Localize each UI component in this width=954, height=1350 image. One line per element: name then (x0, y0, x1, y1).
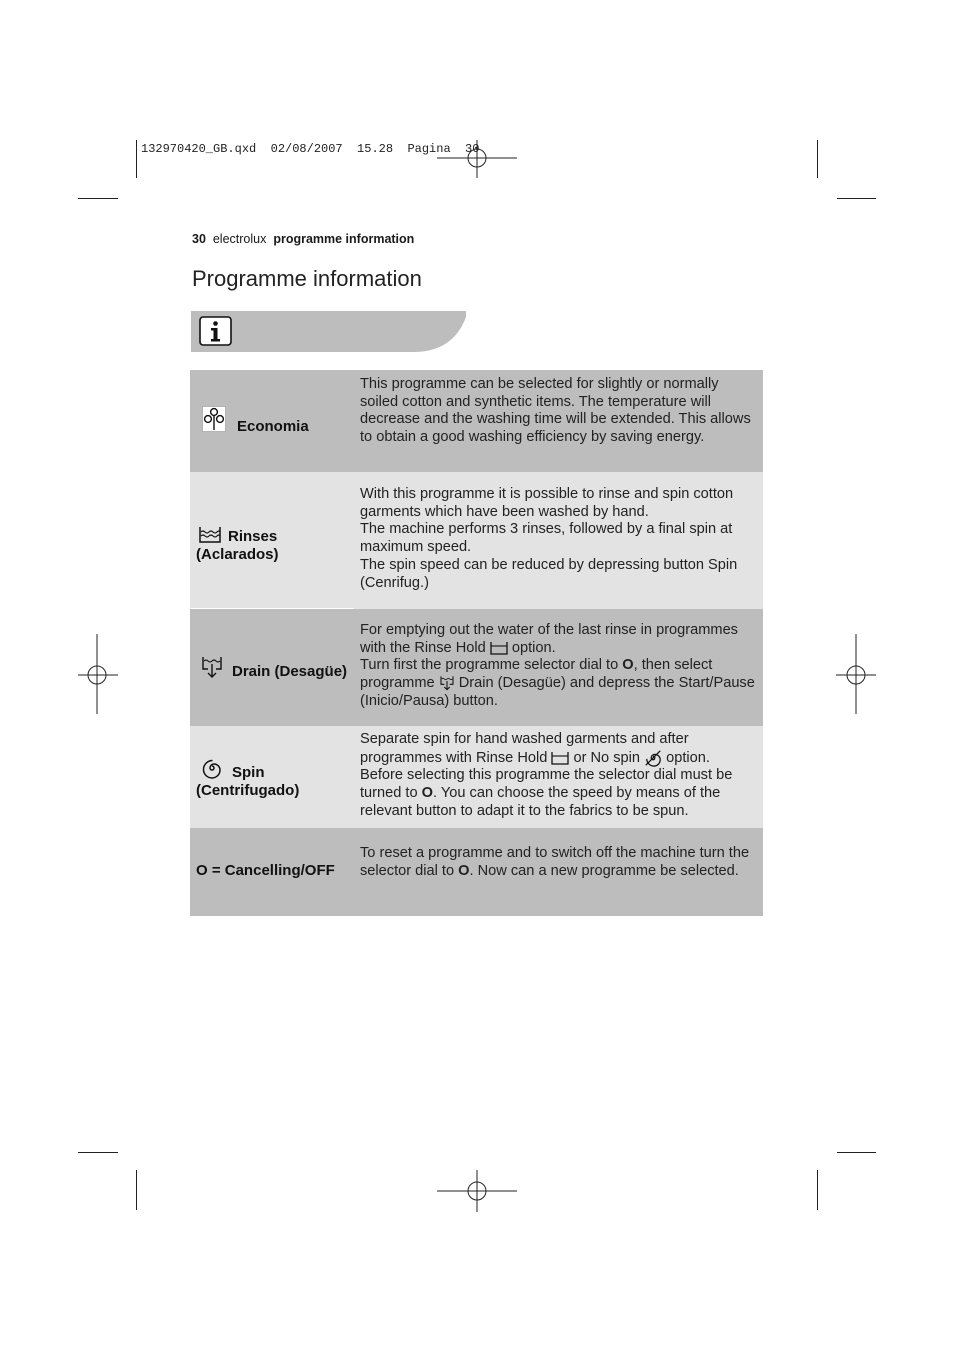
description-text: option. (511, 639, 556, 656)
programme-row-economia (190, 370, 763, 472)
programme-row-cancelling (190, 828, 763, 916)
programme-name: O = Cancelling/OFF (196, 862, 335, 879)
rinse-hold-icon (490, 641, 508, 655)
spin-icon (202, 757, 222, 779)
description-text: or No spin (573, 749, 640, 766)
programme-row-drain (190, 609, 763, 726)
off-position-symbol: O (458, 862, 470, 879)
description-text: To reset a programme and to switch off the machine turn the selector dial to (360, 845, 750, 879)
description-text: For emptying out the water of the last rinse in programmes with the Rinse Hold (360, 622, 738, 656)
description-text: . Now can a new programme be selected. (469, 862, 739, 879)
programme-name-sub: (Centrifugado) (196, 782, 300, 799)
programme-description (360, 731, 760, 820)
off-position-symbol: O (421, 784, 434, 801)
section-name: programme information (273, 232, 415, 246)
programme-table (190, 370, 763, 916)
programme-row-rinses (190, 472, 763, 609)
description-line: The spin speed can be reduced by depressing button Spin (Cenrifug.) (360, 556, 738, 591)
registration-mark-right (836, 634, 876, 714)
programme-name-sub: (Aclarados) (196, 546, 279, 563)
description-line (360, 657, 762, 710)
crop-mark (136, 1170, 137, 1210)
programme-name: Rinses (228, 528, 278, 545)
description-line: The machine performs 3 rinses, followed by a final spin at maximum speed. (360, 521, 733, 556)
info-banner (191, 311, 466, 352)
programme-name: Drain (Desagüe) (232, 663, 348, 680)
crop-mark (78, 1152, 118, 1153)
programme-description: This programme can be selected for slightly or normally soiled cotton and synthetic items. The temperature will decrease and the washing time will be extended. This allows to obtain a good washing efficiency by saving energy. (360, 376, 751, 446)
programme-row-spin (190, 726, 763, 828)
description-text: Before selecting this programme the selector dial must be turned to (360, 767, 733, 801)
description-line (360, 767, 760, 820)
page-number: 30 (192, 232, 206, 246)
crop-mark (837, 198, 876, 199)
description-text: . You can choose the speed by means of the relevant button to adapt it to the fabrics to be spun. (360, 784, 721, 819)
programme-name: Economia (237, 418, 309, 435)
no-spin-icon (644, 749, 662, 767)
drain-icon (201, 655, 223, 679)
brand-name: electrolux (212, 232, 267, 246)
running-head (192, 232, 414, 246)
page-title: Programme information (192, 266, 422, 291)
registration-mark-left (78, 634, 118, 714)
programme-description (360, 622, 762, 711)
description-text: Turn first the programme selector dial to (360, 657, 619, 674)
description-line: With this programme it is possible to rinse and spin cotton garments which have been washed by hand. (360, 486, 734, 520)
description-text: Drain (Desagüe) and depress the Start/Pause (Inicio/Pausa) button. (360, 675, 755, 709)
print-slug: 132970420_GB.qxd 02/08/2007 15.28 Pagina 30 (141, 142, 480, 156)
description-text: , then select programme (360, 657, 713, 692)
description-line (360, 731, 760, 767)
rinse-hold-icon (551, 751, 569, 765)
crop-mark (817, 1170, 818, 1210)
description-text: Separate spin for hand washed garments and after programmes with Rinse Hold (360, 731, 689, 766)
crop-mark (136, 140, 137, 178)
programme-description (360, 845, 760, 880)
info-icon (200, 317, 231, 345)
off-position-symbol: O (622, 657, 634, 674)
drain-icon (439, 675, 455, 691)
rinse-icon (198, 525, 222, 545)
programme-name: Spin (232, 764, 265, 781)
crop-mark (837, 1152, 876, 1153)
eco-icon (202, 406, 226, 432)
description-line (360, 622, 762, 657)
description-text: option. (666, 749, 710, 766)
crop-mark (817, 140, 818, 178)
registration-mark-bottom (437, 1170, 517, 1212)
crop-mark (78, 198, 118, 199)
programme-description (360, 486, 760, 592)
